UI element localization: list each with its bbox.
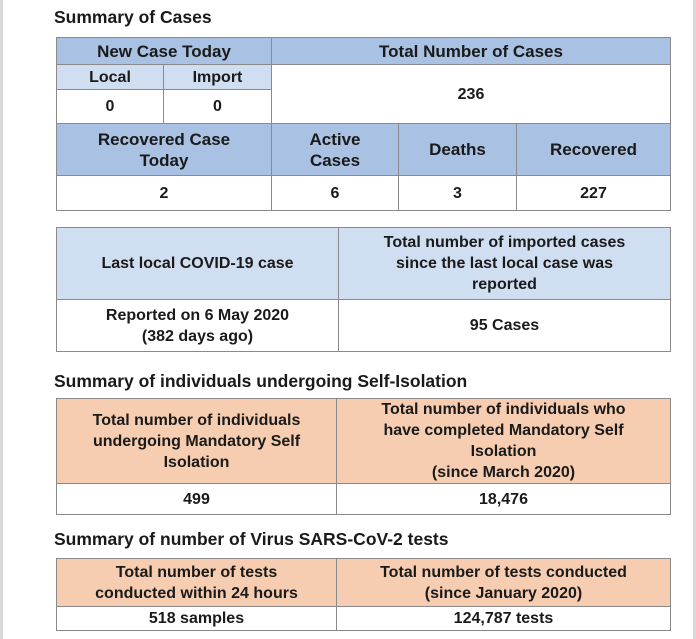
tests-table xyxy=(56,558,671,631)
active-cases-value: 6 xyxy=(272,176,399,211)
last-local-case-header: Last local COVID-19 case xyxy=(57,228,339,300)
total-cases-header: Total Number of Cases xyxy=(272,38,671,65)
total-cases-value: 236 xyxy=(272,65,671,124)
tests-24h-value: 518 samples xyxy=(57,607,337,631)
imported-since-value: 95 Cases xyxy=(339,300,671,352)
local-header: Local xyxy=(57,65,164,90)
left-page-edge xyxy=(0,0,3,639)
import-header: Import xyxy=(164,65,272,90)
local-value: 0 xyxy=(57,90,164,124)
undergoing-isolation-header: Total number of individuals undergoing Mandatory Self Isolation xyxy=(57,399,337,484)
active-cases-header: Active Cases xyxy=(272,124,399,176)
last-local-case-table xyxy=(56,227,671,352)
recovered-today-header: Recovered Case Today xyxy=(57,124,272,176)
recovered-header: Recovered xyxy=(517,124,671,176)
self-isolation-table xyxy=(56,398,671,515)
deaths-header: Deaths xyxy=(399,124,517,176)
tests-since-jan-value: 124,787 tests xyxy=(337,607,671,631)
recovered-today-value: 2 xyxy=(57,176,272,211)
summary-of-cases-heading: Summary of Cases xyxy=(54,7,212,27)
new-case-today-header: New Case Today xyxy=(57,38,272,65)
self-isolation-heading: Summary of individuals undergoing Self-Isolation xyxy=(54,371,468,391)
summary-of-cases-table xyxy=(56,37,671,211)
imported-since-header: Total number of imported cases since the last local case was reported xyxy=(339,228,671,300)
recovered-value: 227 xyxy=(517,176,671,211)
tests-heading: Summary of number of Virus SARS-CoV-2 tests xyxy=(54,529,449,549)
tests-24h-header: Total number of tests conducted within 24 hours xyxy=(57,559,337,607)
completed-isolation-header: Total number of individuals who have completed Mandatory Self Isolation (since March 2020) xyxy=(337,399,671,484)
last-local-case-value: Reported on 6 May 2020 (382 days ago) xyxy=(57,300,339,352)
undergoing-isolation-value: 499 xyxy=(57,484,337,515)
completed-isolation-value: 18,476 xyxy=(337,484,671,515)
tests-since-jan-header: Total number of tests conducted (since January 2020) xyxy=(337,559,671,607)
deaths-value: 3 xyxy=(399,176,517,211)
import-value: 0 xyxy=(164,90,272,124)
